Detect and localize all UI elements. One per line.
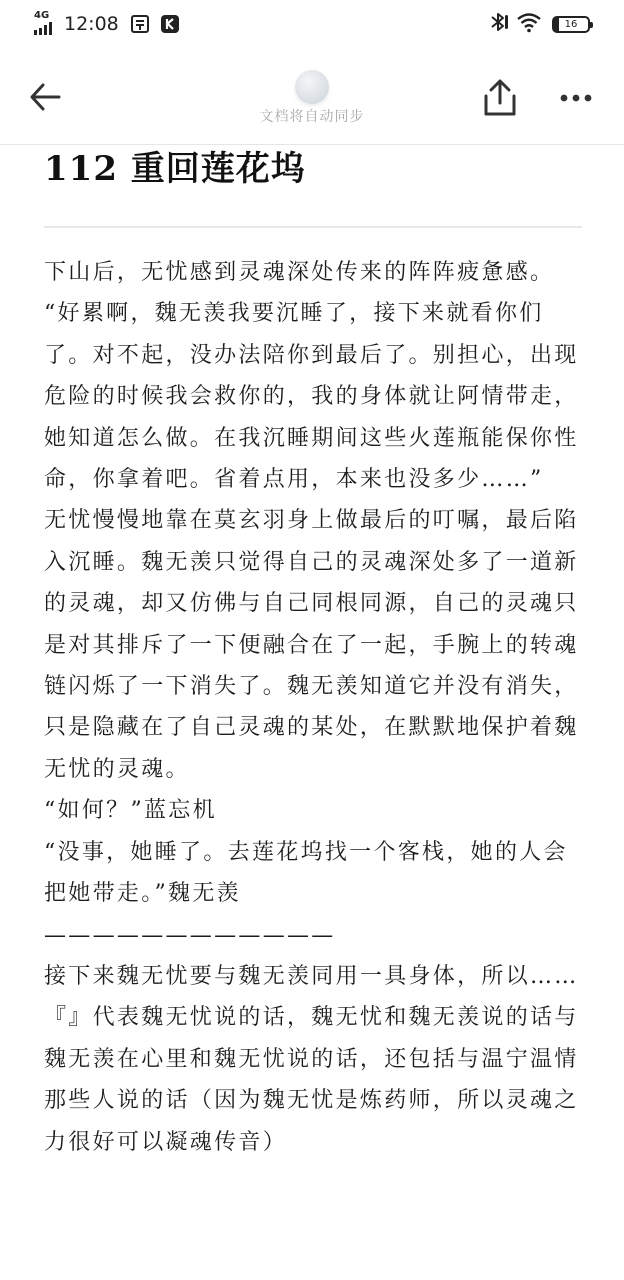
top-nav-bar — [0, 48, 624, 145]
status-right — [486, 11, 590, 37]
paragraph: “没事，她睡了。去莲花坞找一个客栈，她的人会把她带走。”魏无羡 — [44, 839, 568, 907]
cellular-signal-icon — [34, 12, 60, 36]
separator-line: ———————————— — [44, 922, 336, 948]
more-options-button[interactable] — [556, 80, 596, 116]
paragraph: 接下来魏无忧要与魏无羡同用一具身体，所以…… — [44, 963, 579, 989]
network-type: 4G — [34, 10, 50, 21]
status-left — [34, 11, 179, 37]
notification-k-icon — [161, 15, 179, 33]
more-dots-icon — [560, 94, 592, 102]
paragraph: “好累啊，魏无羡我要沉睡了，接下来就看你们了。对不起，没办法陪你到最后了。别担心，出现危险的时候我会救你的，我的身体就让阿情带走，她知道怎么做。在我沉睡期间这些火莲瓶能保你性命，你拿着吧。省着点用，本来也没多少……” — [44, 301, 579, 493]
paragraph: 『』代表魏无忧说的话，魏无忧和魏无羡说的话与魏无羡在心里和魏无忧说的话，还包括与温宁温情那些人说的话（因为魏无忧是炼药师，所以灵魂之力很好可以凝魂传音） — [44, 1005, 579, 1155]
notification-app-icon — [131, 15, 149, 33]
share-button[interactable] — [478, 76, 522, 120]
back-button[interactable] — [24, 76, 66, 118]
bluetooth-icon — [486, 11, 510, 37]
back-arrow-icon — [28, 80, 62, 114]
sync-status-text: 文档将自动同步 — [259, 109, 365, 125]
cloud-sync-icon — [295, 70, 329, 104]
battery-icon — [552, 16, 590, 33]
paragraph: 无忧慢慢地靠在莫玄羽身上做最后的叮嘱，最后陷入沉睡。魏无羡只觉得自己的灵魂深处多了一道新的灵魂，却又仿佛与自己同根同源，自己的灵魂只是对其排斥了一下便融合在了一起，手腕上的转魂链闪烁了一下消失了。魏无羡知道它并没有消失，只是隐藏在了自己灵魂的某处，在默默地保护着魏无忧的灵魂。 — [44, 508, 579, 782]
status-bar — [0, 0, 624, 48]
document-title: 112 重回莲花坞 — [44, 149, 306, 189]
sync-status — [212, 70, 412, 130]
document-content — [44, 140, 584, 1163]
status-time: 12:08 — [64, 13, 119, 35]
title-divider — [44, 226, 582, 228]
paragraph: 下山后，无忧感到灵魂深处传来的阵阵疲惫感。 — [44, 260, 555, 285]
battery-level: 16 — [564, 18, 578, 30]
share-icon — [482, 79, 518, 117]
document-body — [44, 252, 584, 1163]
wifi-icon — [516, 11, 542, 37]
paragraph: “如何？”蓝忘机 — [44, 798, 217, 824]
